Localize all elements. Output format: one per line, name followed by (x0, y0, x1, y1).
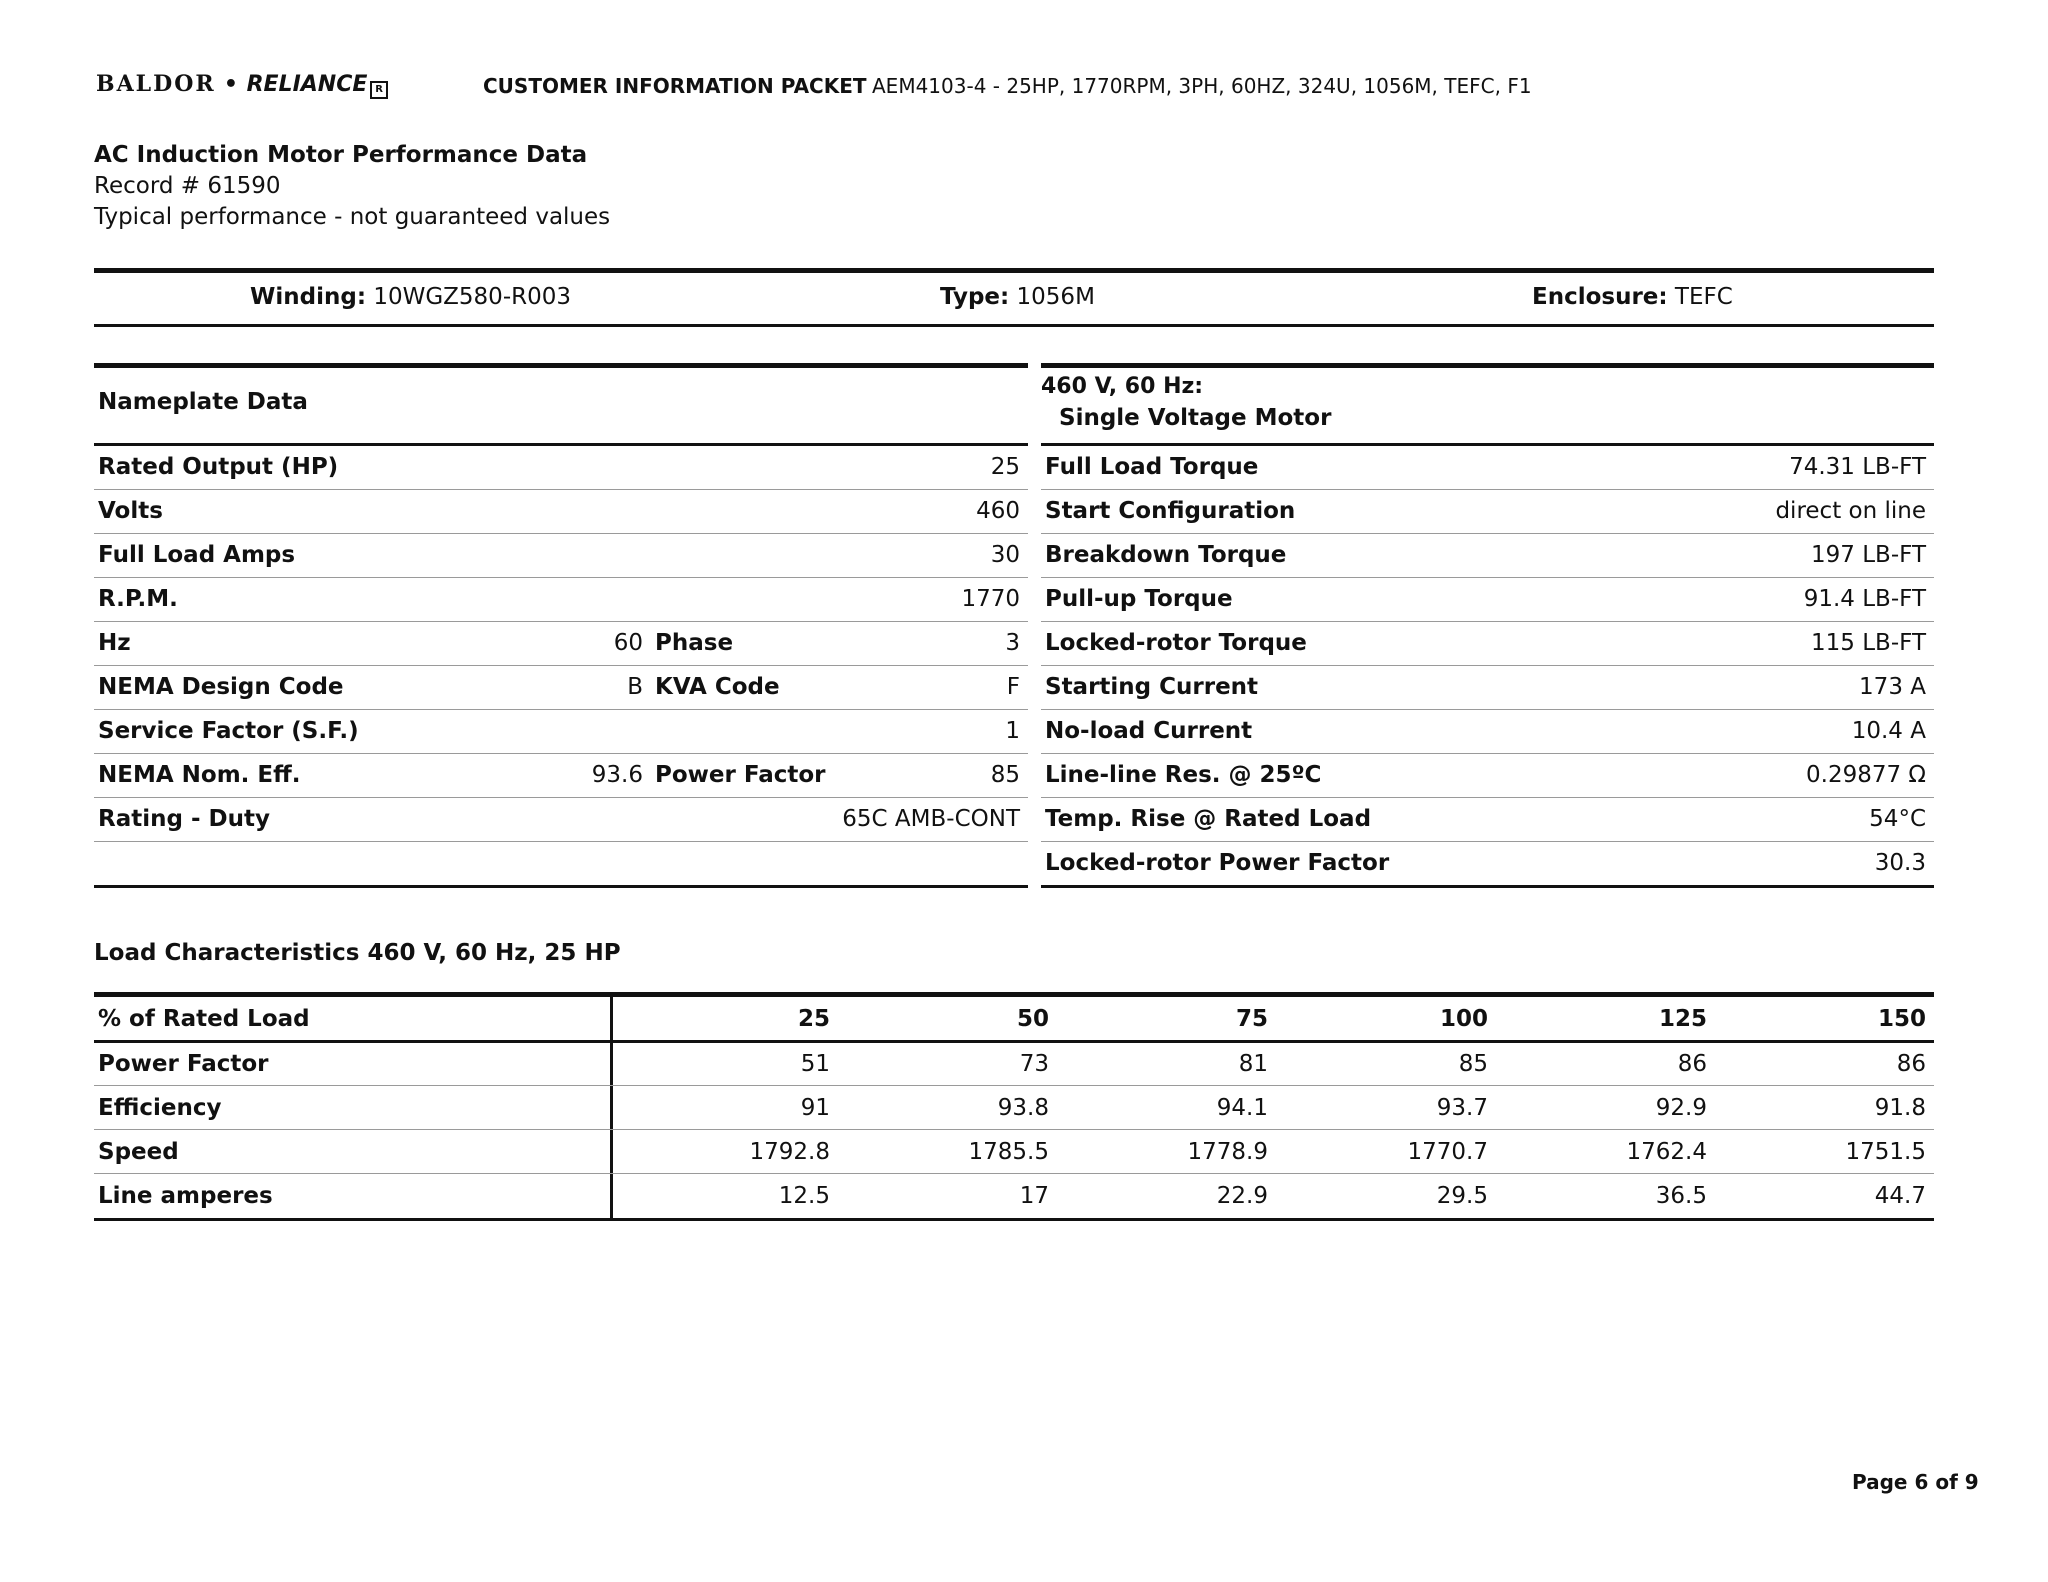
load-col-header: 150 (1877, 1006, 1926, 1032)
nameplate-row-value: 65C AMB-CONT (842, 806, 1020, 832)
performance-row-label: Starting Current (1045, 674, 1259, 700)
row-divider (1041, 621, 1934, 622)
type-value: 1056M (1016, 284, 1095, 310)
load-row-label: Power Factor (98, 1051, 269, 1077)
performance-row-label: Temp. Rise @ Rated Load (1045, 806, 1372, 832)
load-row-label: Speed (98, 1139, 179, 1165)
load-cell: 1751.5 (1845, 1139, 1926, 1165)
nameplate-row-label: Volts (98, 498, 163, 524)
packet-title: CUSTOMER INFORMATION PACKET (483, 74, 867, 98)
performance-row-value: 54°C (1869, 806, 1926, 832)
performance-head-rule (1041, 443, 1934, 446)
nameplate-row-label: Rating - Duty (98, 806, 270, 832)
row-divider (94, 665, 1028, 666)
nameplate-head-rule (94, 443, 1028, 446)
nameplate-row-label2: Power Factor (655, 762, 826, 788)
load-cell: 1792.8 (749, 1139, 830, 1165)
logo-reliance: RELIANCE (246, 72, 368, 97)
load-header-rule (94, 1040, 1934, 1043)
load-cell: 1785.5 (968, 1139, 1049, 1165)
model-description: AEM4103-4 - 25HP, 1770RPM, 3PH, 60HZ, 324U, 1056M, TEFC, F1 (872, 74, 1532, 98)
row-divider (1041, 753, 1934, 754)
performance-row-value: direct on line (1775, 498, 1926, 524)
performance-row-label: Breakdown Torque (1045, 542, 1287, 568)
nameplate-row-label: Full Load Amps (98, 542, 296, 568)
summary-top-rule (94, 268, 1934, 273)
nameplate-row-value: 1770 (961, 586, 1020, 612)
summary-bottom-rule (94, 324, 1934, 327)
nameplate-top-rule (94, 363, 1028, 368)
row-divider (1041, 489, 1934, 490)
nameplate-row-label: NEMA Nom. Eff. (98, 762, 301, 788)
row-divider (1041, 577, 1934, 578)
load-col-header: 125 (1658, 1006, 1707, 1032)
row-divider (1041, 841, 1934, 842)
load-characteristics-title: Load Characteristics 460 V, 60 Hz, 25 HP (94, 940, 621, 966)
load-cell: 1778.9 (1187, 1139, 1268, 1165)
load-cell: 36.5 (1655, 1183, 1707, 1209)
load-col-header: 100 (1439, 1006, 1488, 1032)
load-col-header: 75 (1235, 1006, 1268, 1032)
page-number: Page 6 of 9 (1852, 1470, 1979, 1494)
performance-row-label: Locked-rotor Power Factor (1045, 850, 1390, 876)
performance-row-value: 173 A (1859, 674, 1926, 700)
row-divider (94, 797, 1028, 798)
load-cell: 29.5 (1436, 1183, 1488, 1209)
performance-row-value: 0.29877 Ω (1806, 762, 1926, 788)
nameplate-row-value: 460 (976, 498, 1020, 524)
type-field (940, 284, 1095, 310)
row-divider (1041, 709, 1934, 710)
row-divider (94, 533, 1028, 534)
record-number: Record # 61590 (94, 173, 281, 199)
performance-note: Typical performance - not guaranteed values (94, 204, 611, 230)
performance-row-label: Line-line Res. @ 25ºC (1045, 762, 1322, 788)
enclosure-value: TEFC (1674, 284, 1733, 310)
type-label: Type: (940, 284, 1010, 310)
logo-baldor: BALDOR (96, 71, 216, 97)
logo-separator: • (223, 72, 239, 97)
row-divider (94, 489, 1028, 490)
row-divider (94, 841, 1028, 842)
load-cell: 22.9 (1216, 1183, 1268, 1209)
performance-row-label: No-load Current (1045, 718, 1253, 744)
load-cell: 92.9 (1655, 1095, 1707, 1121)
performance-row-value: 10.4 A (1851, 718, 1926, 744)
performance-row-label: Start Configuration (1045, 498, 1296, 524)
nameplate-row-value: 3 (1005, 630, 1020, 656)
nameplate-row-label: NEMA Design Code (98, 674, 344, 700)
winding-value: 10WGZ580-R003 (373, 284, 571, 310)
load-cell: 1770.7 (1407, 1139, 1488, 1165)
load-cell: 12.5 (778, 1183, 830, 1209)
performance-row-label: Full Load Torque (1045, 454, 1259, 480)
load-cell: 73 (1019, 1051, 1049, 1077)
brand-logo (96, 71, 388, 99)
load-table-column-divider (610, 996, 613, 1220)
performance-top-rule (1041, 363, 1934, 368)
performance-row-label: Pull-up Torque (1045, 586, 1233, 612)
nameplate-row-value: 25 (990, 454, 1020, 480)
nameplate-row-label: Service Factor (S.F.) (98, 718, 359, 744)
nameplate-row-label2: Phase (655, 630, 734, 656)
row-divider (1041, 665, 1934, 666)
performance-row-value: 91.4 LB-FT (1803, 586, 1926, 612)
nameplate-row-value: 30 (990, 542, 1020, 568)
nameplate-row-mid-value: B (627, 674, 643, 700)
load-row-label: Line amperes (98, 1183, 273, 1209)
row-divider (94, 1085, 1934, 1086)
nameplate-row-label: Rated Output (HP) (98, 454, 339, 480)
load-cell: 1762.4 (1626, 1139, 1707, 1165)
row-divider (94, 709, 1028, 710)
enclosure-label: Enclosure: (1532, 284, 1668, 310)
winding-label: Winding: (250, 284, 367, 310)
performance-bottom-rule (1041, 885, 1934, 888)
load-cell: 17 (1019, 1183, 1049, 1209)
row-divider (94, 621, 1028, 622)
load-row-label: Efficiency (98, 1095, 222, 1121)
load-cell: 91.8 (1874, 1095, 1926, 1121)
load-cell: 91 (800, 1095, 830, 1121)
load-col-header: 25 (797, 1006, 830, 1032)
load-cell: 51 (800, 1051, 830, 1077)
row-divider (94, 1173, 1934, 1174)
nameplate-row-mid-value: 93.6 (591, 762, 643, 788)
reliance-mark-icon: R (370, 81, 388, 99)
doc-title: AC Induction Motor Performance Data (94, 142, 588, 168)
load-cell: 44.7 (1874, 1183, 1926, 1209)
load-cell: 94.1 (1216, 1095, 1268, 1121)
load-cell: 81 (1238, 1051, 1268, 1077)
performance-heading-motor: Single Voltage Motor (1059, 405, 1332, 431)
load-header-label: % of Rated Load (98, 1006, 310, 1032)
nameplate-row-value: 85 (990, 762, 1020, 788)
nameplate-row-label: Hz (98, 630, 131, 656)
nameplate-row-mid-value: 60 (613, 630, 643, 656)
performance-row-label: Locked-rotor Torque (1045, 630, 1307, 656)
nameplate-row-label: R.P.M. (98, 586, 178, 612)
row-divider (1041, 797, 1934, 798)
row-divider (1041, 533, 1934, 534)
winding-field (250, 284, 571, 310)
load-cell: 93.7 (1436, 1095, 1488, 1121)
nameplate-row-value: 1 (1005, 718, 1020, 744)
performance-heading-voltage: 460 V, 60 Hz: (1041, 374, 1204, 399)
performance-row-value: 197 LB-FT (1811, 542, 1926, 568)
load-cell: 85 (1458, 1051, 1488, 1077)
nameplate-row-label2: KVA Code (655, 674, 780, 700)
nameplate-bottom-rule (94, 885, 1028, 888)
load-table-bottom-rule (94, 1218, 1934, 1221)
enclosure-field (1532, 284, 1733, 310)
load-col-header: 50 (1016, 1006, 1049, 1032)
nameplate-heading: Nameplate Data (98, 389, 308, 415)
performance-row-value: 30.3 (1874, 850, 1926, 876)
row-divider (94, 753, 1028, 754)
nameplate-row-value: F (1006, 674, 1020, 700)
load-cell: 93.8 (997, 1095, 1049, 1121)
performance-row-value: 74.31 LB-FT (1789, 454, 1926, 480)
load-table-top-rule (94, 992, 1934, 997)
performance-row-value: 115 LB-FT (1811, 630, 1926, 656)
row-divider (94, 577, 1028, 578)
load-cell: 86 (1677, 1051, 1707, 1077)
row-divider (94, 1129, 1934, 1130)
load-cell: 86 (1896, 1051, 1926, 1077)
